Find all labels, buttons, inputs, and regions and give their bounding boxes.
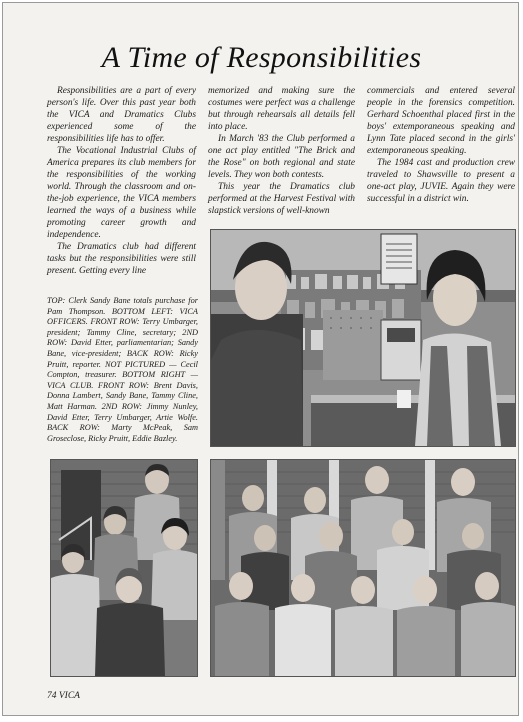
page-title: A Time of Responsibilities xyxy=(101,41,422,74)
photo-caption: TOP: Clerk Sandy Bane totals purchase for Pam Thompson. BOTTOM LEFT: VICA OFFICERS. FRONT ROW: Terry Umbarger, president; Tammy Cline, secretary; 2ND ROW: David Etter, parliamentarian; Sandy Bane, vice-president; BACK ROW: Ricky Pruitt, reporter. NOT PICTURED — Cecil Compton, treasurer. BOTTOM RIGHT — VICA CLUB. FRONT ROW: Brent Davis, Donna Lambert, Sandy Bane, Tammy Cline, Matt Harman. 2ND ROW: Jimmy Nunley, David Etter, Terry Umbarger, Artie Wolfe. BACK ROW: Marty McPeak, Sam Groseclose, Ricky Pruitt, Eddie Bazley. xyxy=(47,296,198,443)
photo-vica-club xyxy=(210,459,516,677)
article-paragraph: This year the Dramatics club performed at the Harvest Festival with slapstick versions of well-known xyxy=(208,182,355,216)
article-paragraph: The Vocational Industrial Clubs of America prepares its club members for the responsibilities of the working world. Through the classroom and on-the-job experience, the VICA members learned the ways of a business while promoting career growth and independence. xyxy=(47,146,196,240)
article-paragraph: The Dramatics club had different tasks but the responsibilities were still present. Getting every line xyxy=(47,242,196,276)
article-column-2 xyxy=(208,85,355,217)
article-paragraph: memorized and making sure the costumes were perfect was a challenge but through rehearsals all details fell into place. xyxy=(208,86,355,132)
page-folio: 74 VICA xyxy=(47,691,80,701)
yearbook-page xyxy=(2,2,519,716)
photo-store-checkout xyxy=(210,229,516,447)
article-paragraph: Responsibilities are a part of every person's life. Over this past year both the VICA and Dramatics Clubs experienced some of the responsibilities life has to offer. xyxy=(47,86,196,144)
article-column-1 xyxy=(47,85,196,277)
photo-vica-officers xyxy=(50,459,198,677)
article-paragraph: commercials and entered several people in the forensics competition. Gerhard Schoenthal placed first in the boys' extemporaneous speaking and Lynn Tate placed second in the girls' extemporaneous speaking. xyxy=(367,86,515,156)
article-paragraph: In March '83 the Club performed a one act play entitled "The Brick and the Rose" on both regional and state levels. They won both contests. xyxy=(208,134,355,180)
article-column-3 xyxy=(367,85,515,205)
article-paragraph: The 1984 cast and production crew traveled to Shawsville to present a one-act play, JUVIE. Again they were successful in a district win. xyxy=(367,158,515,204)
